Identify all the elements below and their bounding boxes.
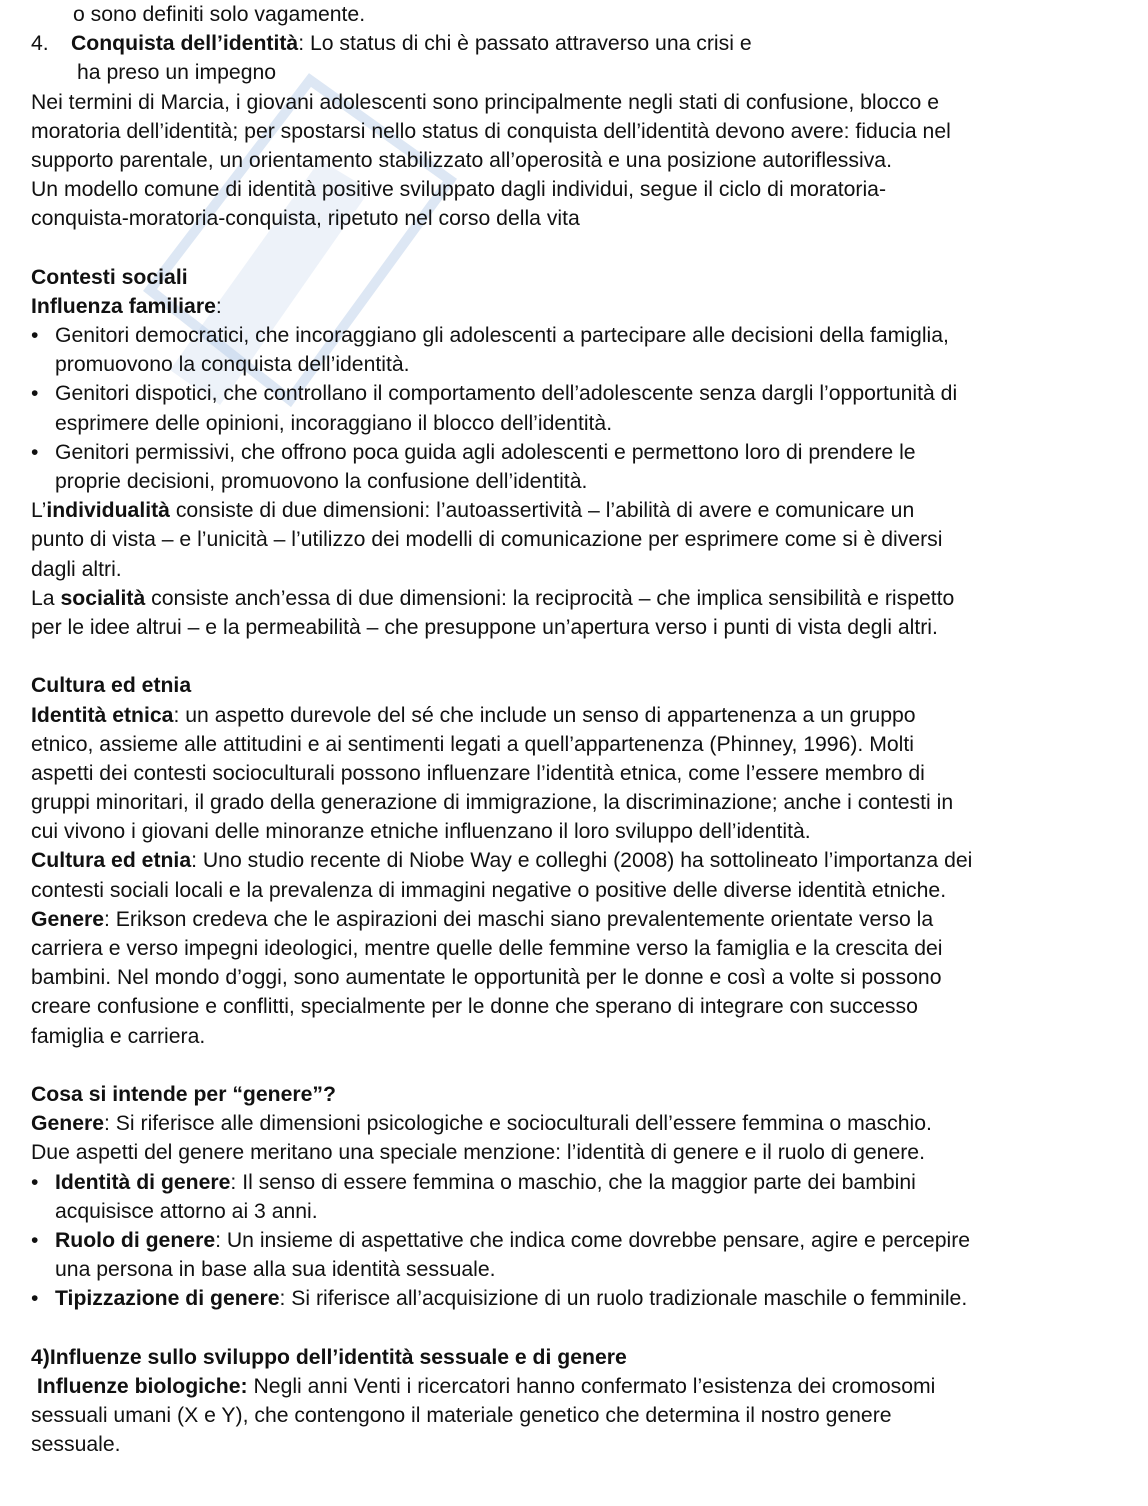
term: Identità etnica: [31, 703, 174, 727]
paragraph-line: bambini. Nel mondo d’oggi, sono aumentate le opportunità per le donne e così a volte si possono: [31, 966, 942, 990]
paragraph-line: Un modello comune di identità positive sviluppato dagli individui, segue il ciclo di moratoria-: [31, 178, 887, 202]
paragraph-line: [31, 1109, 1131, 1138]
document-page: [31, 0, 1131, 1459]
paragraph-line: conquista-moratoria-conquista, ripetuto nel corso della vita: [31, 207, 580, 231]
text-fragment: consiste anch’essa di due dimensioni: la reciprocità – che implica sensibilità e rispetto: [145, 586, 955, 610]
text-fragment: : un aspetto durevole del sé che include un senso di appartenenza a un gruppo: [173, 703, 916, 727]
bullet-glyph: •: [31, 324, 39, 348]
text-fragment: consiste di due dimensioni: l’autoassertività – l’abilità di avere e comunicare un: [169, 499, 915, 523]
bullet-item: [31, 438, 1131, 496]
term: Identità di genere: [55, 1170, 231, 1194]
item-term: Conquista dell’identità: [71, 32, 299, 56]
paragraph-line: [31, 496, 1131, 525]
paragraph-line: [31, 584, 1131, 613]
paragraph-line: aspetti dei contesti socioculturali possono influenzare l’identità etnica, come l’essere membro di: [31, 761, 925, 785]
term: Tipizzazione di genere: [55, 1287, 280, 1311]
paragraph-line: [31, 701, 1131, 730]
text-fragment: : Erikson credeva che le aspirazioni dei maschi siano prevalentemente orientate verso la: [104, 907, 934, 931]
text-fragment: : Il senso di essere femmina o maschio, che la maggior parte dei bambini: [230, 1170, 916, 1194]
item-continuation: ha preso un impegno: [77, 61, 277, 85]
bullet-glyph: •: [31, 382, 39, 406]
paragraph-line: sessuali umani (X e Y), che contengono il materiale genetico che determina il nostro genere: [31, 1404, 892, 1427]
section-heading: Cultura ed etnia: [31, 674, 192, 698]
bullet-text: [55, 1168, 1131, 1197]
bullet-text: promuovono la conquista dell’identità.: [55, 353, 410, 377]
paragraph-line: etnico, assieme alle attitudini e ai sentimenti legati a quell’appartenenza (Phinney, 1996). Molti: [31, 732, 914, 756]
bullet-item: [31, 321, 1131, 379]
bullet-item: [31, 1284, 1131, 1313]
term: Genere: [31, 907, 105, 931]
item-number: 4.: [31, 32, 49, 56]
paragraph-line: [31, 1372, 1131, 1401]
section-heading: Cosa si intende per “genere”?: [31, 1082, 336, 1106]
paragraph-line: famiglia e carriera.: [31, 1024, 206, 1048]
term: individualità: [46, 499, 170, 523]
paragraph-line: cui vivono i giovani delle minoranze etniche influenzano il loro sviluppo dell’identità.: [31, 820, 811, 844]
paragraph-line: carriera e verso impegni ideologici, mentre quelle delle femmine verso la famiglia e la crescita dei: [31, 937, 943, 960]
paragraph-line: sessuale.: [31, 1433, 121, 1457]
bullet-text: [55, 1226, 1131, 1255]
paragraph-line: supporto parentale, un orientamento stabilizzato all’operosità e una posizione autoriflessiva.: [31, 148, 892, 172]
paragraph-line: gruppi minoritari, il grado della generazione di immigrazione, la discriminazione; anche i contesti in: [31, 791, 954, 815]
section-heading: Contesti sociali: [31, 265, 188, 289]
bullet-text: Genitori dispotici, che controllano il comportamento dell’adolescente senza dargli l’opportunità di: [55, 382, 958, 406]
term: socialità: [60, 586, 146, 610]
bullet-glyph: •: [31, 1228, 39, 1252]
bullet-item: [31, 379, 1131, 437]
bullet-text: una persona in base alla sua identità sessuale.: [55, 1258, 496, 1282]
paragraph-line: moratoria dell’identità; per spostarsi nello status di conquista dell’identità devono avere: fiducia nel: [31, 119, 951, 143]
bullet-text: proprie decisioni, promuovono la confusione dell’identità.: [55, 470, 588, 493]
text-fragment: : Si riferisce alle dimensioni psicologiche e socioculturali dell’essere femmina o maschio.: [104, 1112, 932, 1136]
section-heading: 4)Influenze sullo sviluppo dell’identità sessuale e di genere: [31, 1345, 627, 1369]
subheading-term: Influenza familiare: [31, 294, 216, 318]
paragraph-line: punto di vista – e l’unicità – l’utilizzo dei modelli di comunicazione per esprimere come si è diversi: [31, 528, 943, 552]
text-fragment: Negli anni Venti i ricercatori hanno confermato l’esistenza dei cromosomi: [247, 1374, 936, 1398]
subheading: [31, 292, 1131, 321]
paragraph-line: per le idee altrui – e la permeabilità – che presuppone un’apertura verso i punti di vista degli altri.: [31, 615, 938, 639]
bullet-item: [31, 1226, 1131, 1284]
text-line: o sono definiti solo vagamente.: [73, 3, 366, 26]
text-fragment: La: [31, 586, 61, 610]
paragraph-line: Nei termini di Marcia, i giovani adolescenti sono principalmente negli stati di confusione, blocco e: [31, 90, 940, 114]
text-fragment: L’: [31, 499, 47, 523]
bullet-text: acquisisce attorno ai 3 anni.: [55, 1199, 318, 1223]
paragraph-line: Due aspetti del genere meritano una speciale menzione: l’identità di genere e il ruolo di genere.: [31, 1141, 925, 1165]
bullet-text: Genitori democratici, che incoraggiano gli adolescenti a partecipare alle decisioni della famiglia,: [55, 324, 949, 348]
term: Genere: [31, 1112, 105, 1136]
bullet-text: Genitori permissivi, che offrono poca guida agli adolescenti e permettono loro di prendere le: [55, 440, 916, 464]
term: Ruolo di genere: [55, 1228, 216, 1252]
subheading-colon: :: [215, 294, 222, 318]
paragraph-line: creare confusione e conflitti, specialmente per le donne che sperano di integrare con successo: [31, 995, 918, 1019]
paragraph-line: [31, 846, 1131, 875]
paragraph-line: dagli altri.: [31, 557, 122, 581]
text-fragment: : Uno studio recente di Niobe Way e colleghi (2008) ha sottolineato l’importanza dei: [191, 849, 973, 873]
item-text: : Lo status di chi è passato attraverso una crisi e: [298, 32, 752, 56]
bullet-glyph: •: [31, 1170, 39, 1194]
bullet-glyph: •: [31, 440, 39, 464]
bullet-text: esprimere delle opinioni, incoraggiano il blocco dell’identità.: [55, 411, 613, 435]
text-fragment: : Un insieme di aspettative che indica come dovrebbe pensare, agire e percepire: [215, 1228, 971, 1252]
bullet-glyph: •: [31, 1287, 39, 1311]
text-fragment: : Si riferisce all’acquisizione di un ruolo tradizionale maschile o femminile.: [279, 1287, 968, 1311]
term: Cultura ed etnia: [31, 849, 192, 873]
paragraph-line: [31, 905, 1131, 934]
bullet-item: [31, 1168, 1131, 1226]
term: Influenze biologiche:: [31, 1374, 248, 1398]
numbered-item-4: [31, 29, 1131, 58]
bullet-text: [55, 1284, 1131, 1313]
paragraph-line: contesti sociali locali e la prevalenza di immagini negative o positive delle diverse identità etniche.: [31, 878, 947, 902]
